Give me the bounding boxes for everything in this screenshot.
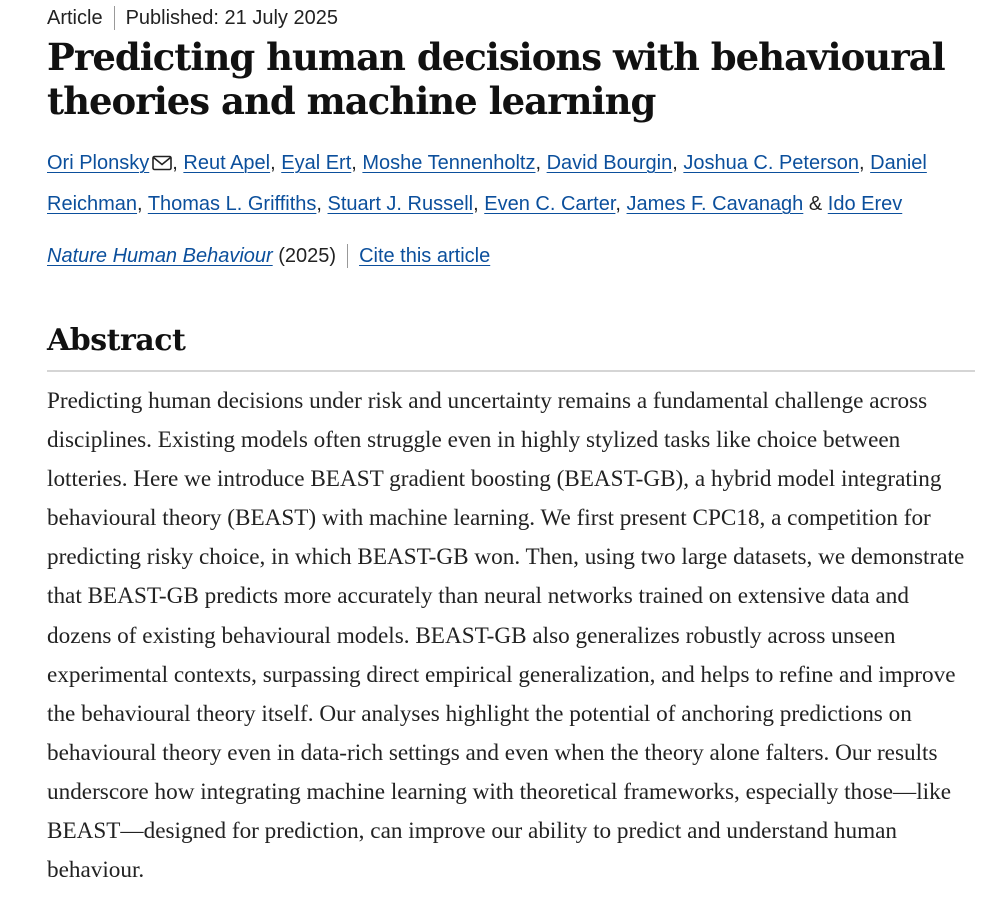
- mail-icon[interactable]: [152, 146, 172, 185]
- author-link[interactable]: Reut Apel: [183, 152, 271, 174]
- author-link[interactable]: Even C. Carter: [484, 193, 616, 215]
- journal-link[interactable]: Nature Human Behaviour: [47, 244, 273, 267]
- author-separator: ,: [859, 152, 871, 174]
- author-link[interactable]: Ori Plonsky: [47, 152, 150, 174]
- section-divider: [47, 370, 975, 372]
- author-separator: ,: [270, 152, 282, 174]
- journal-year: (2025): [272, 244, 337, 267]
- article-type: Article: [47, 6, 103, 29]
- journal-info: [47, 241, 975, 271]
- author-separator: ,: [473, 193, 485, 215]
- article-meta: [47, 3, 975, 33]
- author-list: [47, 144, 975, 224]
- author-separator: ,: [351, 152, 363, 174]
- author-link[interactable]: Stuart J. Russell: [327, 193, 474, 215]
- author-link[interactable]: Thomas L. Griffiths: [147, 193, 317, 215]
- author-link[interactable]: Joshua C. Peterson: [683, 152, 860, 174]
- author-separator: ,: [672, 152, 684, 174]
- author-link[interactable]: James F. Cavanagh: [626, 193, 804, 215]
- abstract-heading: Abstract: [47, 323, 186, 358]
- author-link[interactable]: Moshe Tennenholtz: [362, 152, 536, 174]
- author-link[interactable]: David Bourgin: [546, 152, 673, 174]
- author-link[interactable]: Daniel Reichman: [47, 152, 927, 215]
- author-separator: ,: [535, 152, 547, 174]
- author-link[interactable]: Eyal Ert: [281, 152, 352, 174]
- published-date: Published: 21 July 2025: [125, 6, 338, 29]
- journal-divider: [347, 244, 348, 268]
- article-title: Predicting human decisions with behavioural theories and machine learning: [47, 35, 945, 123]
- author-separator: ,: [615, 193, 627, 215]
- author-separator: ,: [137, 193, 148, 215]
- author-separator: &: [803, 193, 828, 215]
- cite-article-link[interactable]: Cite this article: [359, 244, 491, 267]
- abstract-text: Predicting human decisions under risk and uncertainty remains a fundamental challenge across disciplines. Existing models often struggle even in highly stylized tasks like choice between lotteries. Here we introduce BEAST gradient boosting (BEAST-GB), a hybrid model integrating behavioural theory (BEAST) with machine learning. We first present CPC18, a competition for predicting risky choice, in which BEAST-GB won. Then, using two large datasets, we demonstrate that BEAST-GB predicts more accurately than neural networks trained on extensive data and dozens of existing behavioural models. BEAST-GB also generalizes robustly across unseen experimental contexts, surpassing direct empirical generalization, and helps to refine and improve the behavioural theory itself. Our analyses highlight the potential of anchoring predictions on behavioural theory even in data-rich settings and even when the theory alone falters. Our results underscore how integrating machine learning with theoretical frameworks, especially those—like BEAST—designed for prediction, can improve our ability to predict and understand human behaviour.: [47, 388, 965, 884]
- meta-divider: [114, 6, 115, 30]
- author-separator: ,: [172, 152, 184, 174]
- article-header: [47, 0, 975, 913]
- author-separator: ,: [316, 193, 328, 215]
- author-link[interactable]: Ido Erev: [827, 193, 903, 215]
